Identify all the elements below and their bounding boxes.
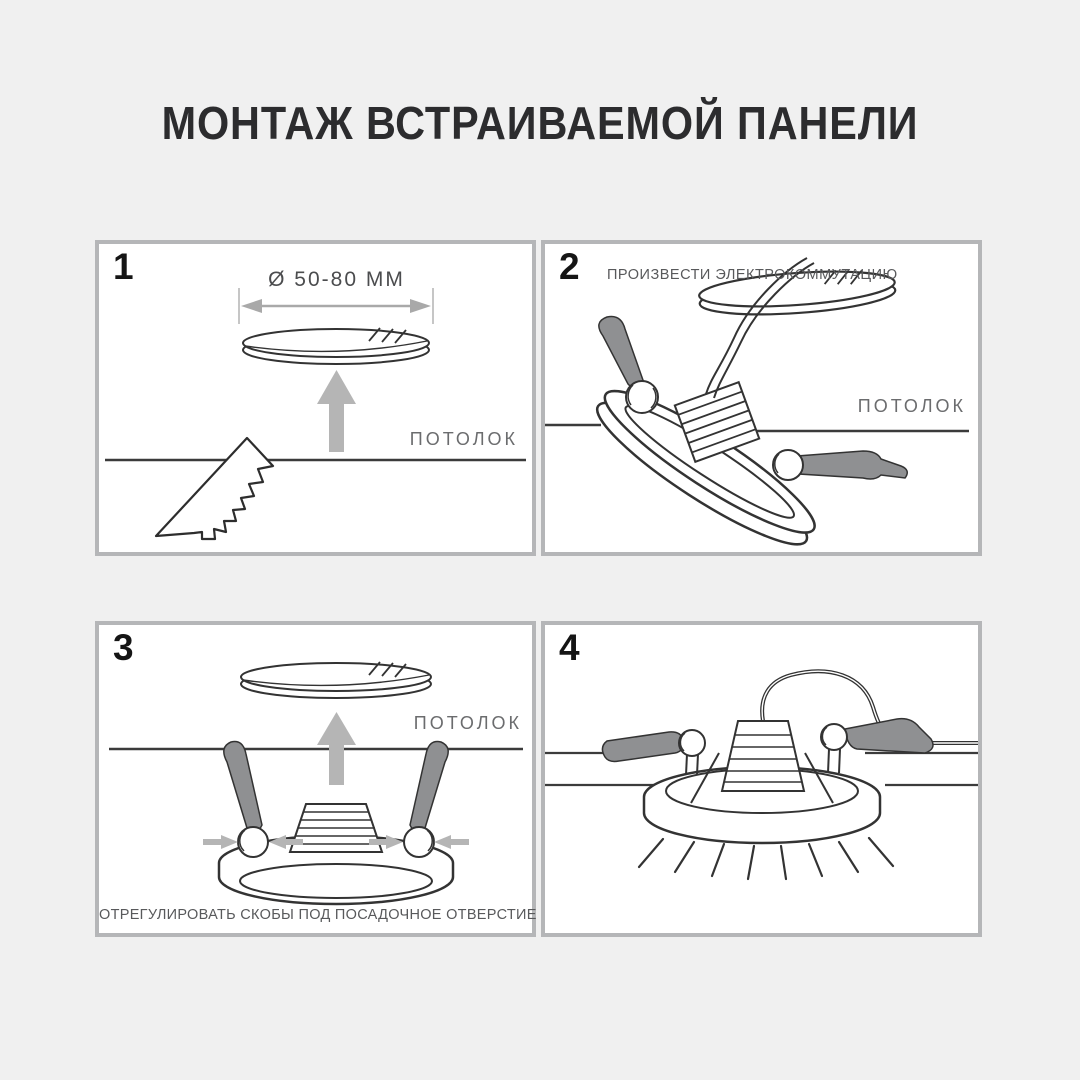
- ceiling-label: ПОТОЛОК: [413, 713, 522, 733]
- step-3-illustration: [99, 625, 537, 933]
- step-caption: ПРОИЗВЕСТИ ЭЛЕКТРОКОММУТАЦИЮ: [607, 267, 898, 283]
- ceiling-label: ПОТОЛОК: [409, 429, 518, 449]
- step-caption: ОТРЕГУЛИРОВАТЬ СКОБЫ ПОД ПОСАДОЧНОЕ ОТВЕРСТИЕ: [99, 907, 537, 923]
- panel-disc: [241, 662, 431, 698]
- spring-clip-right: [410, 742, 448, 832]
- spring-clip-left: [224, 742, 262, 832]
- step-number: 1: [113, 246, 135, 287]
- hinge-right: [404, 827, 434, 857]
- step-1-panel: [95, 240, 536, 556]
- step-number: 4: [559, 627, 581, 668]
- spring-clip-left: [602, 730, 705, 775]
- hinge-left: [238, 827, 268, 857]
- saw-icon: [156, 438, 273, 539]
- step-2-panel: [541, 240, 982, 556]
- spring-clip-left: [599, 317, 644, 389]
- up-arrow-icon: [317, 370, 356, 452]
- step-number: 3: [113, 627, 135, 668]
- driver-box: [290, 804, 382, 852]
- step-3-panel: [95, 621, 536, 937]
- driver-box: [722, 721, 804, 791]
- dimension-label: Ø 50-80 ММ: [268, 268, 405, 291]
- dimension-line: [239, 288, 433, 324]
- spring-clip-right: [773, 450, 907, 480]
- hinge-left: [626, 381, 658, 413]
- spring-clip-right: [821, 719, 933, 773]
- page-title: МОНТАЖ ВСТРАИВАЕМОЙ ПАНЕЛИ: [161, 97, 919, 149]
- step-4-illustration: [545, 625, 978, 933]
- panel-disc: [243, 328, 429, 364]
- step-number: 2: [559, 246, 581, 287]
- ceiling-label: ПОТОЛОК: [857, 396, 966, 416]
- step-4-panel: [541, 621, 982, 937]
